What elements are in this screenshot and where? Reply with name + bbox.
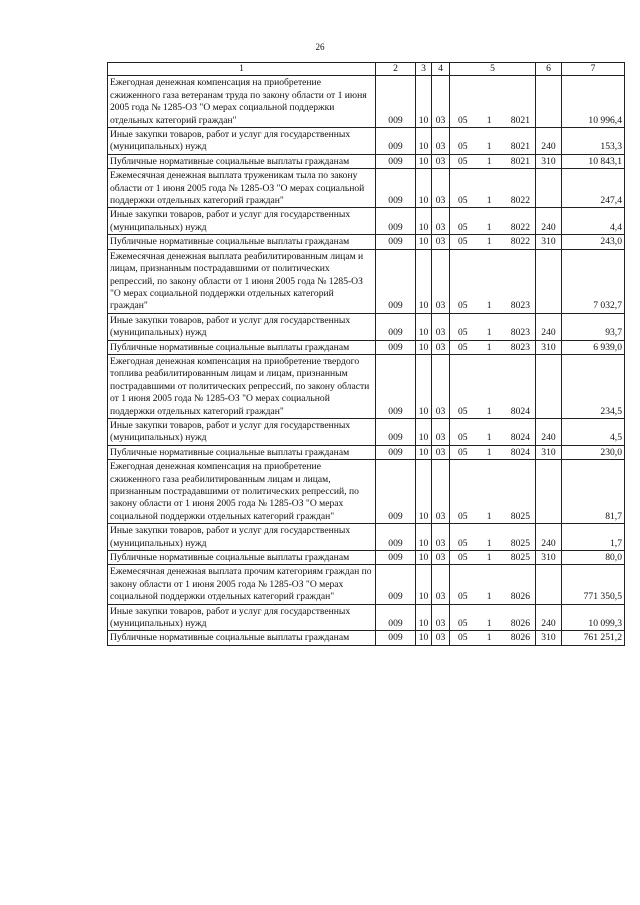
target-article-cell bbox=[450, 565, 536, 604]
expense-type-code bbox=[536, 169, 562, 208]
column-header: 1 bbox=[108, 63, 376, 76]
row-description: Иные закупки товаров, работ и услуг для государственных (муниципальных) нужд bbox=[108, 418, 376, 445]
budget-table bbox=[107, 62, 625, 646]
ministry-code: 009 bbox=[376, 340, 416, 354]
target-article-cell bbox=[450, 551, 536, 565]
amount-value: 80,0 bbox=[562, 551, 625, 565]
target-subprogram-code: 1 bbox=[486, 195, 492, 207]
target-direction-code: 8025 bbox=[510, 552, 530, 564]
subsection-code: 03 bbox=[432, 249, 450, 313]
target-article-cell bbox=[450, 249, 536, 313]
amount-value: 1,7 bbox=[562, 524, 625, 551]
row-description: Публичные нормативные социальные выплаты гражданам bbox=[108, 340, 376, 354]
section-code: 10 bbox=[416, 169, 432, 208]
section-code: 10 bbox=[416, 524, 432, 551]
ministry-code: 009 bbox=[376, 128, 416, 155]
target-program-code: 05 bbox=[458, 632, 468, 644]
amount-value: 234,5 bbox=[562, 354, 625, 418]
target-subprogram-code: 1 bbox=[486, 446, 492, 458]
ministry-code: 009 bbox=[376, 169, 416, 208]
target-subprogram-code: 1 bbox=[486, 552, 492, 564]
target-subprogram-code: 1 bbox=[486, 591, 492, 603]
subsection-code: 03 bbox=[432, 235, 450, 249]
table-row bbox=[108, 418, 625, 445]
amount-value: 4,5 bbox=[562, 418, 625, 445]
ministry-code: 009 bbox=[376, 445, 416, 459]
ministry-code: 009 bbox=[376, 154, 416, 168]
section-code: 10 bbox=[416, 551, 432, 565]
subsection-code: 03 bbox=[432, 128, 450, 155]
expense-type-code: 240 bbox=[536, 208, 562, 235]
ministry-code: 009 bbox=[376, 418, 416, 445]
target-program-code: 05 bbox=[458, 552, 468, 564]
target-article-cell bbox=[450, 604, 536, 631]
target-article-cell bbox=[450, 169, 536, 208]
target-program-code: 05 bbox=[458, 510, 468, 522]
section-code: 10 bbox=[416, 604, 432, 631]
expense-type-code: 240 bbox=[536, 604, 562, 631]
amount-value: 761 251,2 bbox=[562, 631, 625, 645]
section-code: 10 bbox=[416, 313, 432, 340]
row-description: Ежегодная денежная компенсация на приобретение сжиженного газа ветеранам труда по закону области от 1 июня 2005 года № 1285-ОЗ "О мерах социальной поддержки отдельных категорий граждан" bbox=[108, 76, 376, 128]
subsection-code: 03 bbox=[432, 354, 450, 418]
target-direction-code: 8022 bbox=[510, 221, 530, 233]
section-code: 10 bbox=[416, 460, 432, 524]
target-program-code: 05 bbox=[458, 327, 468, 339]
section-code: 10 bbox=[416, 128, 432, 155]
target-direction-code: 8024 bbox=[510, 432, 530, 444]
table-row bbox=[108, 354, 625, 418]
amount-value: 81,7 bbox=[562, 460, 625, 524]
subsection-code: 03 bbox=[432, 169, 450, 208]
target-direction-code: 8023 bbox=[510, 341, 530, 353]
section-code: 10 bbox=[416, 445, 432, 459]
target-program-code: 05 bbox=[458, 221, 468, 233]
target-article-cell bbox=[450, 631, 536, 645]
target-program-code: 05 bbox=[458, 195, 468, 207]
target-direction-code: 8023 bbox=[510, 300, 530, 312]
amount-value: 93,7 bbox=[562, 313, 625, 340]
target-subprogram-code: 1 bbox=[486, 632, 492, 644]
target-direction-code: 8026 bbox=[510, 618, 530, 630]
row-description: Публичные нормативные социальные выплаты гражданам bbox=[108, 551, 376, 565]
section-code: 10 bbox=[416, 340, 432, 354]
target-direction-code: 8021 bbox=[510, 114, 530, 126]
table-row bbox=[108, 524, 625, 551]
target-article-cell bbox=[450, 524, 536, 551]
table-row bbox=[108, 154, 625, 168]
expense-type-code bbox=[536, 460, 562, 524]
row-description: Иные закупки товаров, работ и услуг для государственных (муниципальных) нужд bbox=[108, 313, 376, 340]
target-program-code: 05 bbox=[458, 446, 468, 458]
amount-value: 230,0 bbox=[562, 445, 625, 459]
row-description: Ежемесячная денежная выплата труженикам тыла по закону области от 1 июня 2005 года № 1285-ОЗ "О мерах социальной поддержки отдельных категорий граждан" bbox=[108, 169, 376, 208]
amount-value: 7 032,7 bbox=[562, 249, 625, 313]
ministry-code: 009 bbox=[376, 565, 416, 604]
row-description: Публичные нормативные социальные выплаты гражданам bbox=[108, 235, 376, 249]
target-subprogram-code: 1 bbox=[486, 537, 492, 549]
target-subprogram-code: 1 bbox=[486, 155, 492, 167]
target-program-code: 05 bbox=[458, 618, 468, 630]
target-program-code: 05 bbox=[458, 537, 468, 549]
table-row bbox=[108, 340, 625, 354]
table-row bbox=[108, 249, 625, 313]
amount-value: 771 350,5 bbox=[562, 565, 625, 604]
section-code: 10 bbox=[416, 565, 432, 604]
target-program-code: 05 bbox=[458, 141, 468, 153]
row-description: Ежемесячная денежная выплата реабилитированным лицам и лицам, признанным пострадавшими от политических репрессий, по закону области от 1 июня 2005 года № 1285-ОЗ "О мерах социальной поддержки отдельных категорий граждан" bbox=[108, 249, 376, 313]
subsection-code: 03 bbox=[432, 604, 450, 631]
section-code: 10 bbox=[416, 235, 432, 249]
row-description: Иные закупки товаров, работ и услуг для государственных (муниципальных) нужд bbox=[108, 208, 376, 235]
subsection-code: 03 bbox=[432, 340, 450, 354]
subsection-code: 03 bbox=[432, 565, 450, 604]
target-article-cell bbox=[450, 340, 536, 354]
amount-value: 10 843,1 bbox=[562, 154, 625, 168]
row-description: Публичные нормативные социальные выплаты гражданам bbox=[108, 445, 376, 459]
target-direction-code: 8026 bbox=[510, 632, 530, 644]
target-article-cell bbox=[450, 313, 536, 340]
expense-type-code bbox=[536, 565, 562, 604]
target-subprogram-code: 1 bbox=[486, 341, 492, 353]
target-article-cell bbox=[450, 76, 536, 128]
target-direction-code: 8023 bbox=[510, 327, 530, 339]
section-code: 10 bbox=[416, 249, 432, 313]
subsection-code: 03 bbox=[432, 418, 450, 445]
table-row bbox=[108, 169, 625, 208]
section-code: 10 bbox=[416, 208, 432, 235]
target-article-cell bbox=[450, 354, 536, 418]
amount-value: 6 939,0 bbox=[562, 340, 625, 354]
amount-value: 4,4 bbox=[562, 208, 625, 235]
column-header: 3 bbox=[416, 63, 432, 76]
section-code: 10 bbox=[416, 418, 432, 445]
column-header: 5 bbox=[450, 63, 536, 76]
table-row bbox=[108, 128, 625, 155]
target-program-code: 05 bbox=[458, 300, 468, 312]
target-article-cell bbox=[450, 154, 536, 168]
target-subprogram-code: 1 bbox=[486, 300, 492, 312]
ministry-code: 009 bbox=[376, 249, 416, 313]
table-row bbox=[108, 631, 625, 645]
row-description: Иные закупки товаров, работ и услуг для государственных (муниципальных) нужд bbox=[108, 128, 376, 155]
expense-type-code: 310 bbox=[536, 235, 562, 249]
column-header: 7 bbox=[562, 63, 625, 76]
section-code: 10 bbox=[416, 154, 432, 168]
target-direction-code: 8021 bbox=[510, 155, 530, 167]
row-description: Иные закупки товаров, работ и услуг для государственных (муниципальных) нужд bbox=[108, 604, 376, 631]
table-row bbox=[108, 235, 625, 249]
row-description: Ежемесячная денежная выплата прочим категориям граждан по закону области от 1 июня 2005 года № 1285-ОЗ "О мерах социальной поддержки отдельных категорий граждан" bbox=[108, 565, 376, 604]
table-row bbox=[108, 76, 625, 128]
ministry-code: 009 bbox=[376, 76, 416, 128]
target-program-code: 05 bbox=[458, 236, 468, 248]
ministry-code: 009 bbox=[376, 631, 416, 645]
target-article-cell bbox=[450, 208, 536, 235]
ministry-code: 009 bbox=[376, 235, 416, 249]
page-number: 26 bbox=[315, 42, 325, 52]
expense-type-code: 240 bbox=[536, 128, 562, 155]
target-subprogram-code: 1 bbox=[486, 114, 492, 126]
column-header: 2 bbox=[376, 63, 416, 76]
expense-type-code bbox=[536, 354, 562, 418]
target-article-cell bbox=[450, 418, 536, 445]
table-row bbox=[108, 208, 625, 235]
amount-value: 247,4 bbox=[562, 169, 625, 208]
target-subprogram-code: 1 bbox=[486, 141, 492, 153]
row-description: Публичные нормативные социальные выплаты гражданам bbox=[108, 631, 376, 645]
target-subprogram-code: 1 bbox=[486, 510, 492, 522]
ministry-code: 009 bbox=[376, 551, 416, 565]
target-direction-code: 8022 bbox=[510, 195, 530, 207]
ministry-code: 009 bbox=[376, 604, 416, 631]
target-subprogram-code: 1 bbox=[486, 221, 492, 233]
target-subprogram-code: 1 bbox=[486, 618, 492, 630]
table-row bbox=[108, 551, 625, 565]
section-code: 10 bbox=[416, 76, 432, 128]
row-description: Ежегодная денежная компенсация на приобретение твердого топлива реабилитированным лицам и лицам, признанным пострадавшими от политических репрессий, по закону области от 1 июня 2005 года № 1285-ОЗ "О мерах социальной поддержки отдельных категорий граждан" bbox=[108, 354, 376, 418]
subsection-code: 03 bbox=[432, 154, 450, 168]
target-subprogram-code: 1 bbox=[486, 432, 492, 444]
section-code: 10 bbox=[416, 354, 432, 418]
target-article-cell bbox=[450, 445, 536, 459]
ministry-code: 009 bbox=[376, 354, 416, 418]
target-program-code: 05 bbox=[458, 432, 468, 444]
subsection-code: 03 bbox=[432, 631, 450, 645]
target-program-code: 05 bbox=[458, 341, 468, 353]
section-code: 10 bbox=[416, 631, 432, 645]
subsection-code: 03 bbox=[432, 208, 450, 235]
header-row bbox=[108, 63, 625, 76]
subsection-code: 03 bbox=[432, 524, 450, 551]
table-row bbox=[108, 604, 625, 631]
amount-value: 10 099,3 bbox=[562, 604, 625, 631]
target-subprogram-code: 1 bbox=[486, 236, 492, 248]
subsection-code: 03 bbox=[432, 313, 450, 340]
amount-value: 10 996,4 bbox=[562, 76, 625, 128]
expense-type-code: 310 bbox=[536, 154, 562, 168]
target-program-code: 05 bbox=[458, 155, 468, 167]
subsection-code: 03 bbox=[432, 445, 450, 459]
expense-type-code: 240 bbox=[536, 418, 562, 445]
target-article-cell bbox=[450, 460, 536, 524]
ministry-code: 009 bbox=[376, 208, 416, 235]
target-subprogram-code: 1 bbox=[486, 405, 492, 417]
expense-type-code: 310 bbox=[536, 631, 562, 645]
target-direction-code: 8024 bbox=[510, 446, 530, 458]
target-direction-code: 8021 bbox=[510, 141, 530, 153]
expense-type-code: 310 bbox=[536, 340, 562, 354]
row-description: Публичные нормативные социальные выплаты гражданам bbox=[108, 154, 376, 168]
target-direction-code: 8022 bbox=[510, 236, 530, 248]
target-program-code: 05 bbox=[458, 591, 468, 603]
expense-type-code: 310 bbox=[536, 445, 562, 459]
ministry-code: 009 bbox=[376, 460, 416, 524]
target-program-code: 05 bbox=[458, 405, 468, 417]
expense-type-code bbox=[536, 249, 562, 313]
expense-type-code: 240 bbox=[536, 524, 562, 551]
target-direction-code: 8026 bbox=[510, 591, 530, 603]
amount-value: 243,0 bbox=[562, 235, 625, 249]
subsection-code: 03 bbox=[432, 551, 450, 565]
subsection-code: 03 bbox=[432, 76, 450, 128]
target-article-cell bbox=[450, 235, 536, 249]
target-direction-code: 8024 bbox=[510, 405, 530, 417]
ministry-code: 009 bbox=[376, 524, 416, 551]
table-row bbox=[108, 445, 625, 459]
target-article-cell bbox=[450, 128, 536, 155]
column-header: 4 bbox=[432, 63, 450, 76]
target-direction-code: 8025 bbox=[510, 537, 530, 549]
expense-type-code bbox=[536, 76, 562, 128]
table-row bbox=[108, 313, 625, 340]
table-row bbox=[108, 565, 625, 604]
row-description: Ежегодная денежная компенсация на приобретение сжиженного газа реабилитированным лицам и лицам, признанным пострадавшими от политических репрессий, по закону области от 1 июня 2005 года № 1285-ОЗ "О мерах социальной поддержки отдельных категорий граждан" bbox=[108, 460, 376, 524]
subsection-code: 03 bbox=[432, 460, 450, 524]
table-row bbox=[108, 460, 625, 524]
expense-type-code: 310 bbox=[536, 551, 562, 565]
amount-value: 153,3 bbox=[562, 128, 625, 155]
row-description: Иные закупки товаров, работ и услуг для государственных (муниципальных) нужд bbox=[108, 524, 376, 551]
target-subprogram-code: 1 bbox=[486, 327, 492, 339]
target-program-code: 05 bbox=[458, 114, 468, 126]
target-direction-code: 8025 bbox=[510, 510, 530, 522]
ministry-code: 009 bbox=[376, 313, 416, 340]
column-header: 6 bbox=[536, 63, 562, 76]
expense-type-code: 240 bbox=[536, 313, 562, 340]
